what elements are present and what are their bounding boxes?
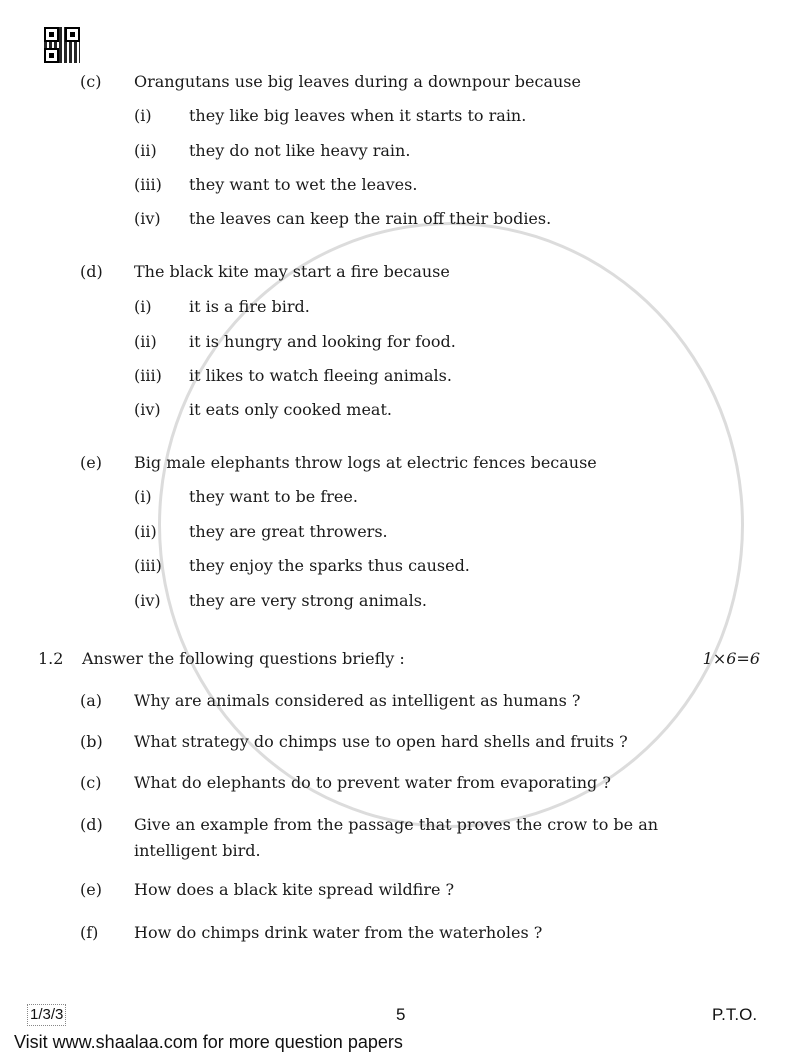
option-number: (iv)	[134, 400, 161, 419]
question-label: (f)	[80, 923, 99, 942]
option-text: they like big leaves when it starts to rain.	[189, 106, 527, 125]
option-text: it is hungry and looking for food.	[189, 332, 456, 351]
option-number: (ii)	[134, 141, 157, 160]
question-label: (c)	[80, 72, 102, 91]
option-text: the leaves can keep the rain off their bodies.	[189, 209, 552, 228]
question-text: How does a black kite spread wildfire ?	[134, 880, 455, 899]
option-number: (iii)	[134, 556, 162, 575]
option-number: (ii)	[134, 332, 157, 351]
option-text: they do not like heavy rain.	[189, 141, 411, 160]
option-text: it is a fire bird.	[189, 297, 310, 316]
section-number: 1.2	[38, 649, 64, 668]
option-number: (iii)	[134, 366, 162, 385]
visit-link[interactable]: Visit www.shaalaa.com for more question papers	[14, 1032, 403, 1052]
option-number: (iv)	[134, 209, 161, 228]
option-text: they are great throwers.	[189, 522, 388, 541]
pto-label: P.T.O.	[712, 1005, 758, 1024]
paper-code: 1/3/3	[27, 1004, 66, 1026]
question-text: How do chimps drink water from the waterholes ?	[134, 923, 543, 942]
question-text-continued: intelligent bird.	[134, 841, 261, 860]
option-text: they want to be free.	[189, 487, 358, 506]
option-text: it eats only cooked meat.	[189, 400, 392, 419]
question-text: Why are animals considered as intelligent as humans ?	[134, 691, 581, 710]
option-number: (ii)	[134, 522, 157, 541]
qr-code	[44, 27, 80, 63]
option-text: it likes to watch fleeing animals.	[189, 366, 452, 385]
question-label: (d)	[80, 262, 103, 281]
option-text: they are very strong animals.	[189, 591, 427, 610]
question-label: (b)	[80, 732, 103, 751]
option-text: they enjoy the sparks thus caused.	[189, 556, 470, 575]
section-marks: 1×6=6	[702, 649, 760, 668]
question-stem: The black kite may start a fire because	[134, 262, 450, 281]
section-instruction: Answer the following questions briefly :	[82, 649, 405, 668]
question-label: (e)	[80, 453, 102, 472]
option-text: they want to wet the leaves.	[189, 175, 418, 194]
option-number: (i)	[134, 106, 152, 125]
question-stem: Orangutans use big leaves during a downpour because	[134, 72, 581, 91]
question-stem: Big male elephants throw logs at electric fences because	[134, 453, 597, 472]
question-label: (c)	[80, 773, 102, 792]
page-number: 5	[396, 1005, 406, 1024]
question-text: What strategy do chimps use to open hard shells and fruits ?	[134, 732, 628, 751]
question-label: (a)	[80, 691, 103, 710]
question-label: (d)	[80, 815, 103, 834]
question-text: What do elephants do to prevent water from evaporating ?	[134, 773, 611, 792]
question-text: Give an example from the passage that proves the crow to be an	[134, 815, 659, 834]
option-number: (i)	[134, 297, 152, 316]
option-number: (i)	[134, 487, 152, 506]
option-number: (iv)	[134, 591, 161, 610]
option-number: (iii)	[134, 175, 162, 194]
question-label: (e)	[80, 880, 102, 899]
